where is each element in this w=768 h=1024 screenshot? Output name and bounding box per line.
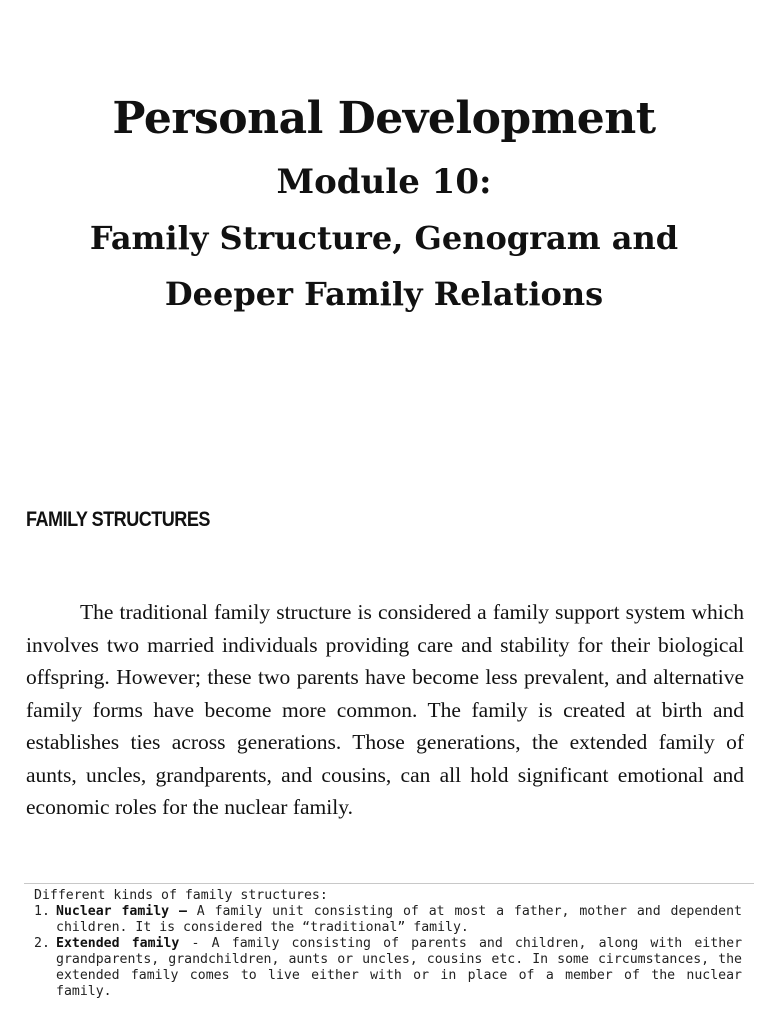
list-item-number: 2. [34,936,50,951]
section-heading: FAMILY STRUCTURES [26,508,210,531]
list-item-term: Extended family [56,936,180,951]
family-types-intro: Different kinds of family structures: [34,888,328,903]
module-topic-line-2: Deeper Family Relations [164,275,604,313]
family-types-list [34,904,742,1000]
list-item [34,904,742,936]
section-divider [24,883,754,884]
list-item-body [56,936,742,1000]
title-block [0,88,768,322]
intro-paragraph: The traditional family structure is considered a family support system which involves two married individuals providing care and stability for their biological offspring. However; these two parents have become less prevalent, and alternative family forms have become more common. The family is created at birth and establishes ties across generations. Those generations, the extended family of aunts, uncles, grandparents, and cousins, can all hold significant emotional and economic roles for the nuclear family. [26,600,744,819]
list-item-definition: A family unit consisting of at most a father, mother and dependent children. It is considered the “traditional” family. [56,904,742,935]
family-types-box [34,888,742,1000]
module-topic-line-1: Family Structure, Genogram and [89,219,679,257]
list-item-term: Nuclear family – [56,904,187,919]
list-item-definition: - A family consisting of parents and children, along with either grandparents, grandchildren, aunts or uncles, cousins etc. In some circumstances, the extended family comes to live either with or in place of a member of the nuclear family. [56,936,743,999]
module-number: Module 10: [276,162,492,202]
list-item-number: 1. [34,904,50,919]
document-title: Personal Development [112,93,656,144]
list-item [34,936,742,1000]
list-item-body [56,904,742,936]
